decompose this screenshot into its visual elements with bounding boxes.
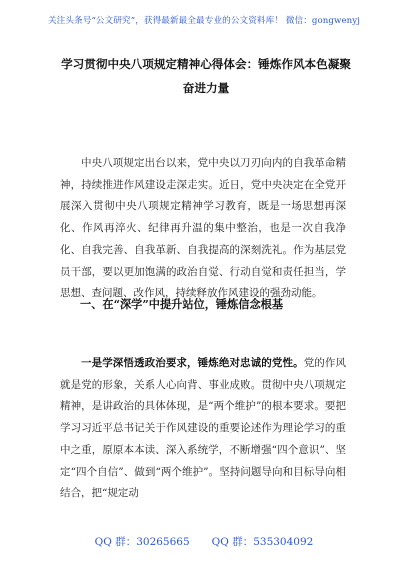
footer-contact: [0, 534, 408, 549]
section-heading: 一、在“深学”中提升站位，锤炼信念根基: [80, 297, 284, 311]
document-title: 学习贯彻中央八项规定精神心得体会：锤炼作风本色凝聚奋进力量: [61, 57, 351, 95]
intro-paragraph: 中央八项规定出台以来，党中央以刀刃向内的自我革命精神，持续推进作风建设走深走实。近日，党中央决定在全党开展深入贯彻中央八项规定精神学习教育，既是一场思想再深化、作风再淬火、纪律再升温的集中整治，也是一次自我净化、自我完善、自我革新、自我提高的深刻洗礼。作为基层党员干部，要以更加饱满的政治自觉、行动自觉和责任担当，学思想、查问题、改作风，持续释放作风建设的强劲动能。: [60, 157, 346, 300]
footer-qq-group-2: QQ 群：535304092: [211, 536, 314, 548]
header-banner: 关注头条号“公文研究”，获得最新最全最专业的公文资料库！ 微信：gongwenyj: [47, 16, 361, 26]
footer-qq-group-1: QQ 群：30265665: [94, 536, 190, 548]
section-body-text: 党的作风就是党的形象，关系人心向背、事业成败。贯彻中央八项规定精神，是讲政治的具体体现，是“两个维护”的根本要求。要把学习习近平总书记关于作风建设的重要论述作为理论学习的重中之重，原原本本读、深入系统学，不断增强“四个意识”、坚定“四个自信”、做到“两个维护”。坚持问题导向和目标导向相结合，把“规定动: [60, 357, 347, 500]
section-lead-sentence: 一是学深悟透政治要求，锤炼绝对忠诚的党性。: [81, 357, 304, 369]
section-paragraph: [60, 353, 346, 505]
